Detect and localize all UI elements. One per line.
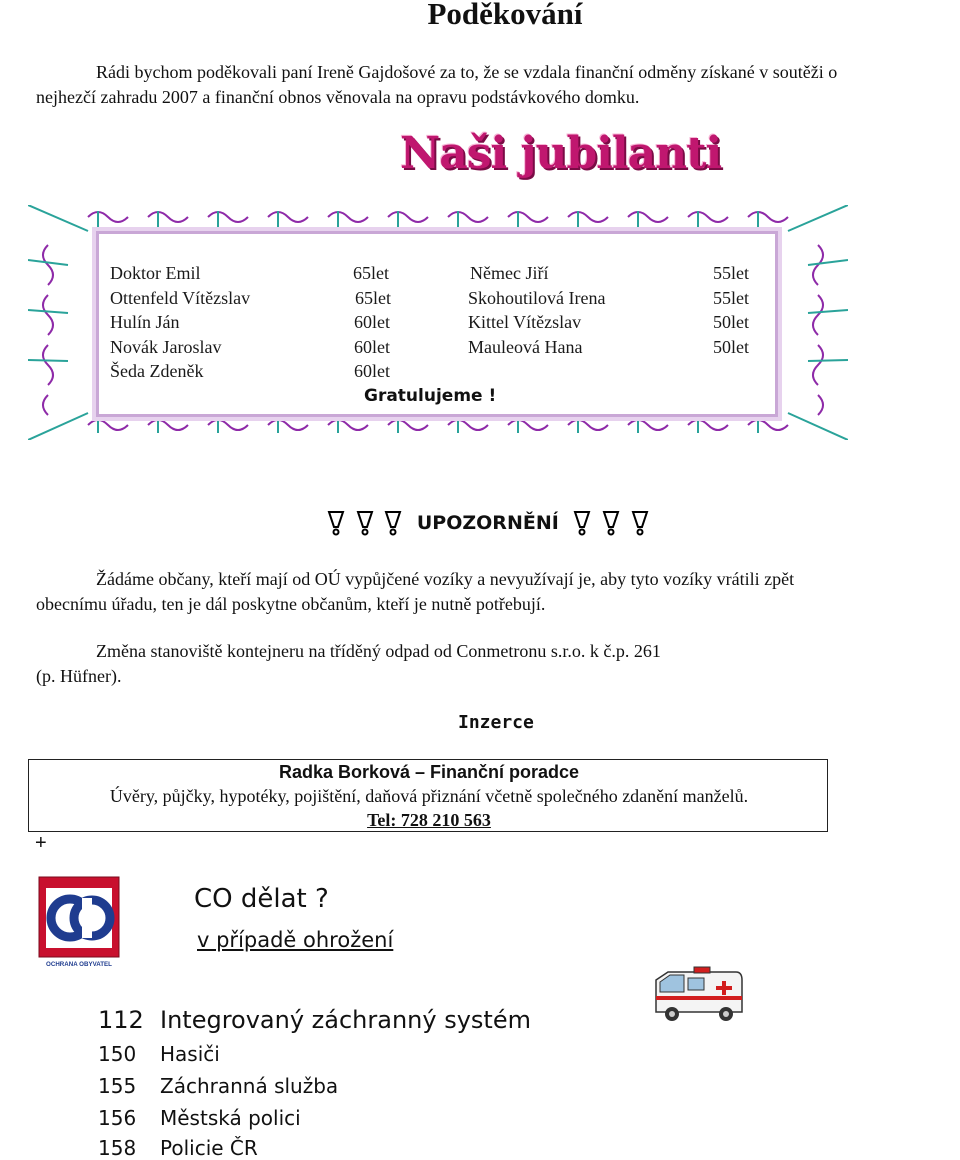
congrats-text: Gratulujeme ! — [364, 386, 497, 406]
list-item — [98, 1106, 301, 1130]
ad-text: Úvěry, půjčky, hypotéky, pojištění, daňová přiznání včetně společného zdanění manželů. — [109, 786, 749, 806]
notice-heading-text: UPOZORNĚNÍ — [416, 512, 559, 534]
jubilant-age: 50let — [713, 312, 749, 332]
jubilant-name: Novák Jaroslav — [110, 336, 222, 357]
jubilant-age: 50let — [713, 336, 749, 357]
list-item — [98, 1006, 531, 1034]
notice-paragraph-2 — [36, 639, 956, 689]
thanks-line-2: nejhezčí zahradu 2007 a finanční obnos věnovala na opravu podstávkového domku. — [36, 87, 640, 107]
ad-phone: Tel: 728 210 563 — [367, 810, 491, 830]
emergency-label: Integrovaný záchranný systém — [160, 1006, 531, 1034]
jubilant-name: Ottenfeld Vítězslav — [110, 287, 251, 308]
notice-heading — [325, 510, 651, 536]
thanks-line-1: Rádi bychom poděkovali paní Ireně Gajdošové za to, že se vzdala finanční odměny získané v soutěži o — [96, 62, 838, 82]
jubilant-age: 55let — [713, 287, 749, 308]
jubilant-age: 60let — [354, 312, 390, 332]
list-item — [98, 1042, 220, 1066]
emergency-number: 155 — [98, 1074, 137, 1098]
notice-line-2: obecnímu úřadu, ten je dál poskytne občanům, kteří je nutně potřebují. — [36, 594, 546, 614]
ambulance-icon — [650, 966, 746, 1024]
jubilant-name: Skohoutilová Irena — [468, 287, 606, 308]
jubilant-name: Mauleová Hana — [468, 336, 583, 357]
emergency-label: Hasiči — [160, 1042, 220, 1066]
jubilant-name: Němec Jiří — [470, 263, 549, 283]
emergency-heading: CO dělat ? — [194, 884, 329, 914]
notice-line-4: (p. Hüfner). — [36, 666, 122, 686]
emergency-label: Policie ČR — [160, 1136, 258, 1160]
notice-line-1: Žádáme občany, kteří mají od OÚ vypůjčené vozíky a nevyužívají je, aby tyto vozíky vrátili zpět — [96, 569, 795, 589]
list-item — [98, 1074, 338, 1098]
list-item — [110, 261, 201, 286]
jubilant-age: 65let — [353, 263, 389, 283]
emergency-number: 112 — [98, 1006, 144, 1034]
jubilant-name: Kittel Vítězslav — [468, 312, 582, 332]
jubilant-age: 60let — [354, 361, 390, 381]
civil-protection-logo — [38, 876, 120, 968]
jubilant-name: Doktor Emil — [110, 263, 201, 283]
exclamation-icon — [600, 510, 622, 536]
ad-section-title: Inzerce — [458, 712, 534, 733]
emergency-number: 158 — [98, 1136, 137, 1160]
exclamation-icon — [571, 510, 593, 536]
ad-box — [28, 759, 828, 832]
jubilant-age: 60let — [354, 336, 390, 357]
page-title: Poděkování — [427, 0, 583, 31]
exclamation-icon — [354, 510, 376, 536]
jubilant-name: Hulín Ján — [110, 312, 180, 332]
exclamation-icon — [629, 510, 651, 536]
thanks-paragraph — [36, 60, 956, 110]
emergency-number: 150 — [98, 1042, 137, 1066]
logo-caption: OCHRANA OBYVATEL — [46, 961, 112, 968]
list-item — [98, 1136, 258, 1160]
emergency-label: Záchranná služba — [160, 1074, 339, 1098]
plus-sign: + — [35, 832, 47, 854]
jubilant-age: 55let — [713, 263, 749, 283]
emergency-label: Městská polici — [160, 1106, 301, 1130]
notice-paragraph-1 — [36, 567, 956, 617]
jubilant-name: Šeda Zdeněk — [110, 361, 204, 381]
emergency-number: 156 — [98, 1106, 137, 1130]
exclamation-icon — [325, 510, 347, 536]
notice-line-3: Změna stanoviště kontejneru na tříděný odpad od Conmetronu s.r.o. k č.p. 261 — [96, 641, 661, 661]
jubilants-banner: Naši jubilanti — [400, 128, 722, 179]
jubilant-age: 65let — [355, 287, 391, 308]
exclamation-icon — [382, 510, 404, 536]
ad-name: Radka Borková – Finanční poradce — [278, 762, 580, 782]
emergency-subheading: v případě ohrožení — [197, 928, 394, 952]
